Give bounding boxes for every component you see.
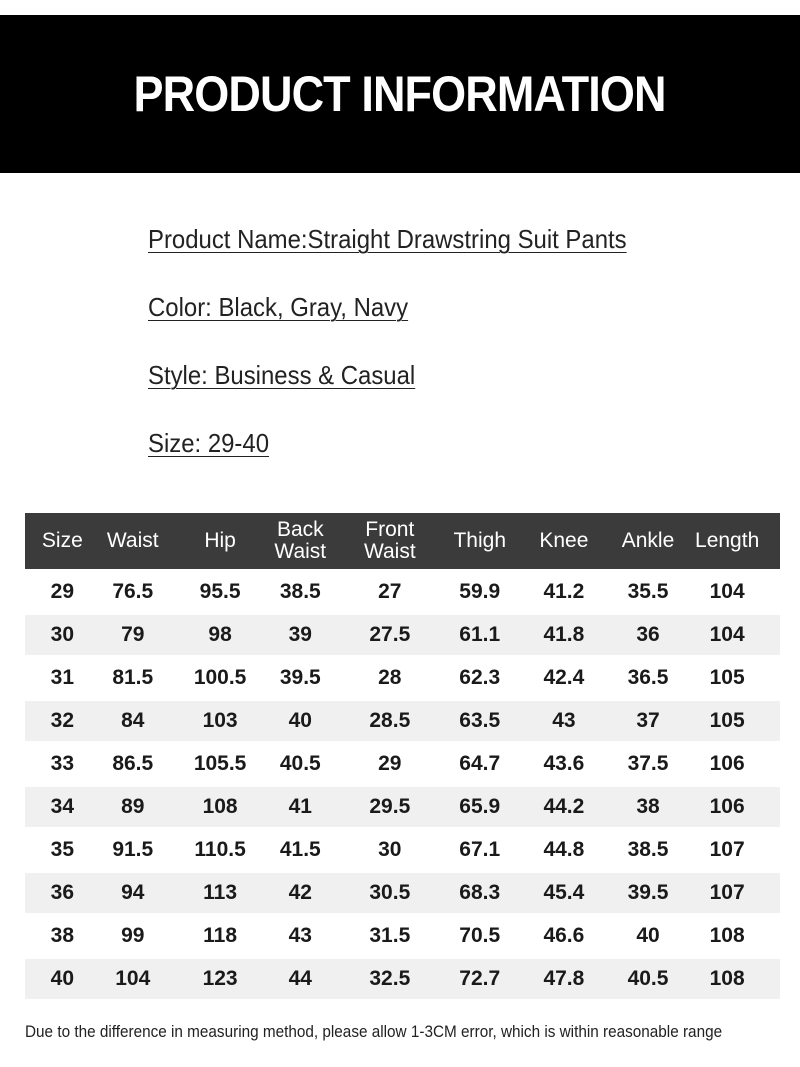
product-name: Product Name:Straight Drawstring Suit Pants [148, 224, 627, 254]
table-cell: 118 [166, 916, 275, 956]
table-cell: 34 [25, 787, 100, 827]
column-header-label: Length [695, 529, 760, 552]
table-cell: 104 [674, 572, 780, 612]
table-cell: 32 [25, 701, 100, 741]
column-header-label: Ankle [621, 529, 675, 552]
table-body [25, 572, 780, 999]
table-cell: 30 [326, 830, 453, 870]
table-cell: 99 [100, 916, 166, 956]
column-header-label: Size [41, 529, 83, 552]
table-cell: 105 [674, 658, 780, 698]
table-cell: 110.5 [166, 830, 275, 870]
table-cell: 33 [25, 744, 100, 784]
table-cell: 40.5 [274, 744, 326, 784]
table-row [25, 959, 780, 999]
column-header-label: Knee [539, 529, 589, 552]
table-cell: 37.5 [622, 744, 675, 784]
table-cell: 107 [674, 873, 780, 913]
table-cell: 30.5 [326, 873, 453, 913]
table-cell: 44.2 [506, 787, 622, 827]
table-cell: 43 [274, 916, 326, 956]
table-cell: 94 [100, 873, 166, 913]
table-cell: 32.5 [326, 959, 453, 999]
size-chart-table [25, 510, 780, 1002]
table-cell: 29.5 [326, 787, 453, 827]
table-cell: 36 [622, 615, 675, 655]
table-cell: 107 [674, 830, 780, 870]
table-cell: 105.5 [166, 744, 275, 784]
table-cell: 39.5 [622, 873, 675, 913]
table-cell: 113 [166, 873, 275, 913]
table-cell: 68.3 [453, 873, 506, 913]
table-cell: 31 [25, 658, 100, 698]
table-cell: 28.5 [326, 701, 453, 741]
table-cell: 123 [166, 959, 275, 999]
table-cell: 84 [100, 701, 166, 741]
table-cell: 106 [674, 787, 780, 827]
table-cell: 36 [25, 873, 100, 913]
table-cell: 42.4 [506, 658, 622, 698]
table-row [25, 615, 780, 655]
table-cell: 62.3 [453, 658, 506, 698]
table-cell: 44 [274, 959, 326, 999]
table-cell: 70.5 [453, 916, 506, 956]
table-cell: 86.5 [100, 744, 166, 784]
table-cell: 37 [622, 701, 675, 741]
table-cell: 41 [274, 787, 326, 827]
column-header [506, 513, 622, 569]
table-cell: 91.5 [100, 830, 166, 870]
table-cell: 38.5 [622, 830, 675, 870]
table-cell: 76.5 [100, 572, 166, 612]
table-cell: 46.6 [506, 916, 622, 956]
column-header-label: Back [276, 518, 324, 541]
page-title: PRODUCT INFORMATION [133, 66, 667, 122]
table-cell: 106 [674, 744, 780, 784]
table-cell: 31.5 [326, 916, 453, 956]
table-cell: 40 [25, 959, 100, 999]
column-header-label: Waist [106, 529, 159, 552]
product-style: Style: Business & Casual [148, 360, 416, 390]
table-row [25, 658, 780, 698]
column-header-label: Waist [274, 540, 327, 563]
table-cell: 40 [274, 701, 326, 741]
table-cell: 39.5 [274, 658, 326, 698]
table-row [25, 701, 780, 741]
column-header-label: Thigh [453, 529, 506, 552]
column-header [100, 513, 166, 569]
table-cell: 63.5 [453, 701, 506, 741]
table-cell: 95.5 [166, 572, 275, 612]
table-cell: 42 [274, 873, 326, 913]
header-banner [0, 15, 800, 173]
measurement-note: Due to the difference in measuring method, please allow 1-3CM error, which is within reasonable range [25, 1022, 723, 1041]
column-header-label: Front [365, 518, 415, 541]
table-row [25, 744, 780, 784]
table-cell: 29 [326, 744, 453, 784]
table-cell: 108 [674, 916, 780, 956]
column-header [453, 513, 506, 569]
table-cell: 67.1 [453, 830, 506, 870]
table-cell: 43 [506, 701, 622, 741]
table-row [25, 830, 780, 870]
table-cell: 104 [100, 959, 166, 999]
table-cell: 35.5 [622, 572, 675, 612]
table-cell: 41.5 [274, 830, 326, 870]
table-cell: 45.4 [506, 873, 622, 913]
table-cell: 40.5 [622, 959, 675, 999]
table-cell: 65.9 [453, 787, 506, 827]
table-cell: 89 [100, 787, 166, 827]
table-cell: 28 [326, 658, 453, 698]
table-cell: 35 [25, 830, 100, 870]
table-cell: 59.9 [453, 572, 506, 612]
table-cell: 38.5 [274, 572, 326, 612]
table-row [25, 572, 780, 612]
table-cell: 98 [166, 615, 275, 655]
table-cell: 30 [25, 615, 100, 655]
table-cell: 27.5 [326, 615, 453, 655]
column-header [166, 513, 275, 569]
table-cell: 40 [622, 916, 675, 956]
table-cell: 41.2 [506, 572, 622, 612]
table-cell: 72.7 [453, 959, 506, 999]
table-cell: 108 [166, 787, 275, 827]
table-cell: 47.8 [506, 959, 622, 999]
table-cell: 41.8 [506, 615, 622, 655]
table-cell: 43.6 [506, 744, 622, 784]
table-cell: 108 [674, 959, 780, 999]
table-cell: 61.1 [453, 615, 506, 655]
table-cell: 39 [274, 615, 326, 655]
column-header [25, 513, 100, 569]
table-cell: 29 [25, 572, 100, 612]
table-cell: 27 [326, 572, 453, 612]
column-header [326, 513, 453, 569]
product-color: Color: Black, Gray, Navy [148, 292, 409, 322]
table-cell: 79 [100, 615, 166, 655]
table-cell: 38 [25, 916, 100, 956]
table-cell: 100.5 [166, 658, 275, 698]
table-cell: 38 [622, 787, 675, 827]
table-cell: 36.5 [622, 658, 675, 698]
column-header [622, 513, 675, 569]
table-cell: 104 [674, 615, 780, 655]
column-header-label: Hip [204, 529, 236, 552]
table-cell: 103 [166, 701, 275, 741]
table-row [25, 873, 780, 913]
table-header-row [25, 513, 780, 569]
product-info [148, 222, 668, 494]
product-size: Size: 29-40 [148, 428, 270, 458]
table-row [25, 787, 780, 827]
table-cell: 105 [674, 701, 780, 741]
table-cell: 44.8 [506, 830, 622, 870]
table-cell: 81.5 [100, 658, 166, 698]
table-row [25, 916, 780, 956]
column-header [274, 513, 326, 569]
column-header [674, 513, 780, 569]
table-cell: 64.7 [453, 744, 506, 784]
column-header-label: Waist [363, 540, 416, 563]
